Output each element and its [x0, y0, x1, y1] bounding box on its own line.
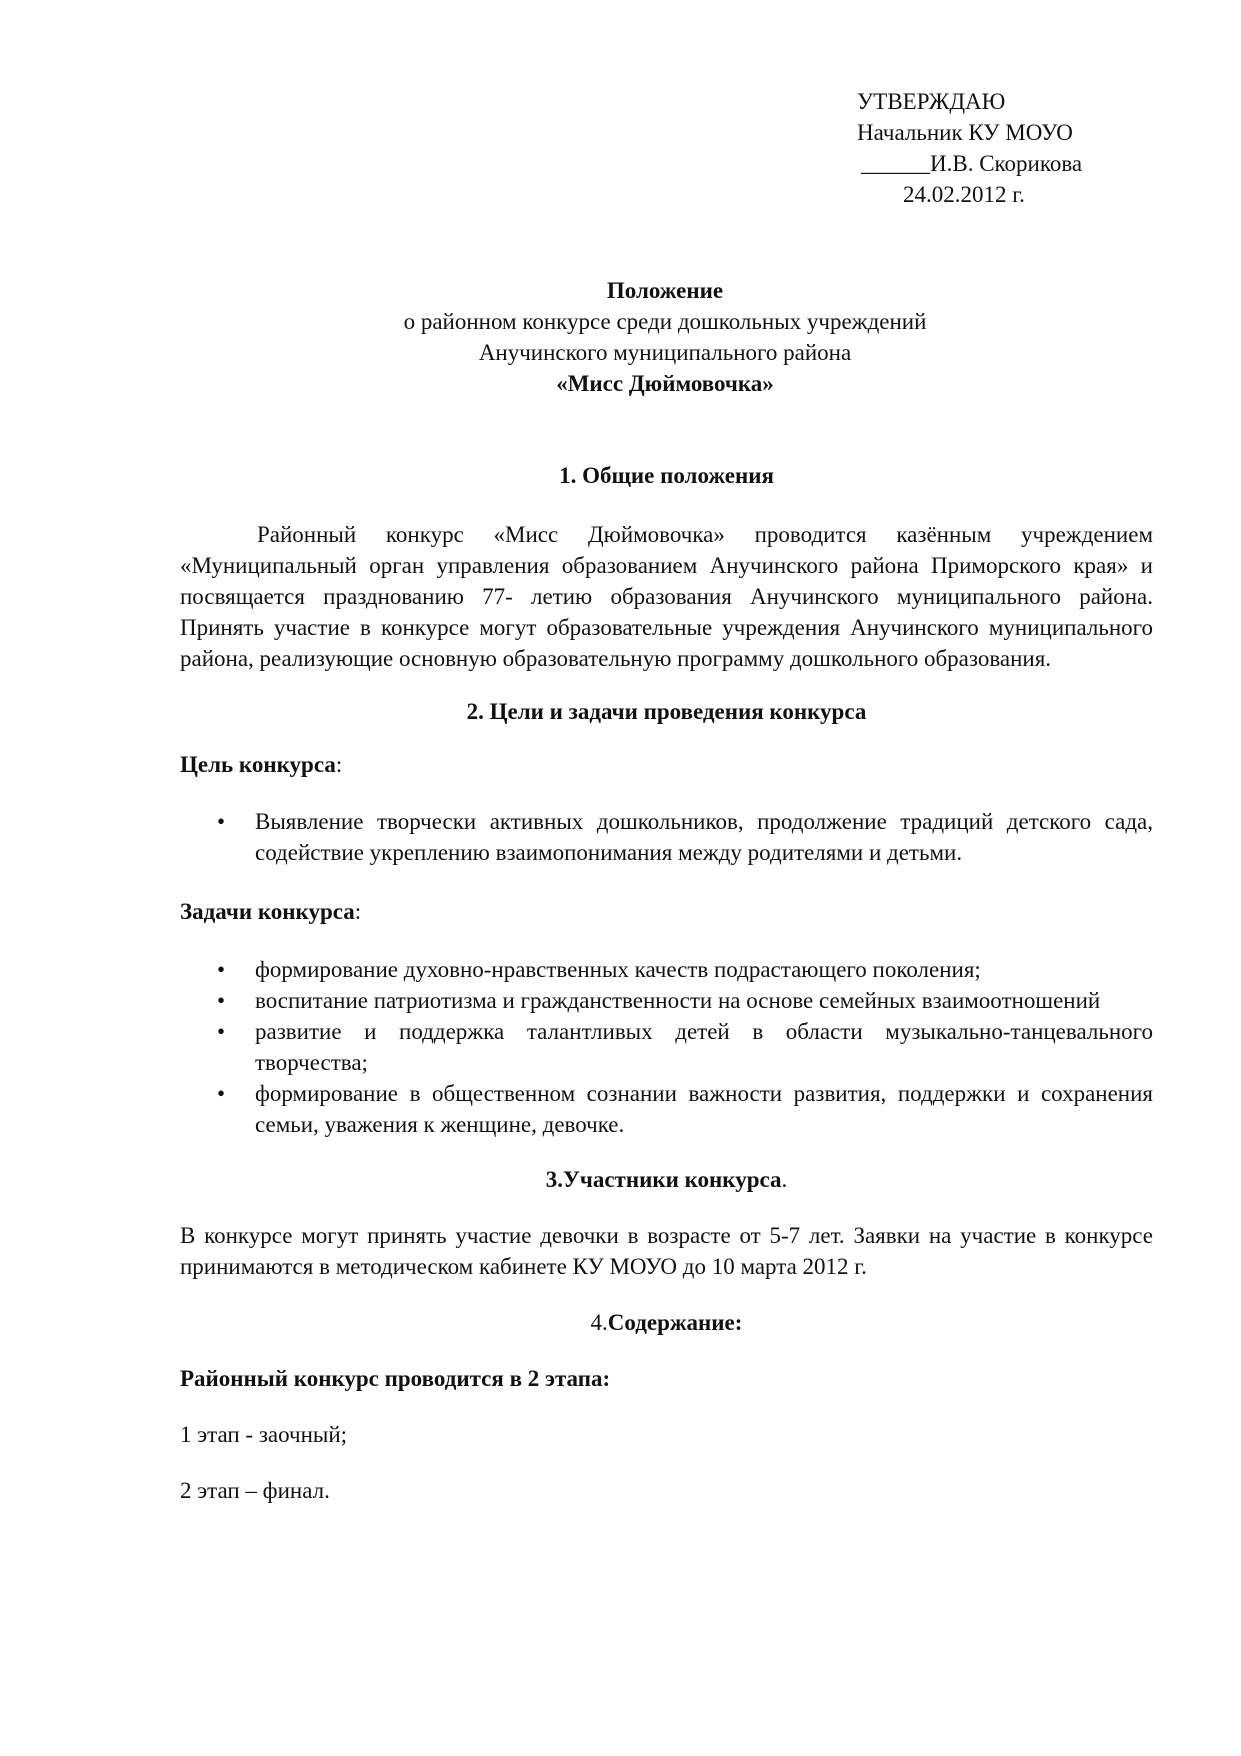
list-item: • развитие и поддержка талантливых детей в области музыкально-танцевального творчества;: [180, 1016, 1153, 1078]
contest-name: «Мисс Дюймовочка»: [556, 371, 774, 396]
approver-position: Начальник КУ МОУО: [857, 120, 1073, 145]
section-1-heading: 1. Общие положения: [559, 463, 774, 488]
approval-block: [857, 86, 1187, 210]
goal-label: Цель конкурса:: [180, 752, 343, 777]
tasks-label: Задачи конкурса:: [180, 899, 362, 924]
stage-2: 2 этап – финал.: [180, 1478, 330, 1503]
section-1-text: Районный конкурс «Мисс Дюймовочка» проводится казённым учреждением «Муниципальный орган управления образованием Анучинского района Приморского края» и посвящается празднованию 77- летию образования Анучинского муниципального района. Принять участие в конкурсе могут образовательные учреждения Анучинского муниципального района, реализующие основную образовательную программу дошкольного образования.: [180, 522, 1153, 671]
approver-signature-line: ______И.В. Скорикова: [861, 151, 1083, 176]
bullet-icon: •: [217, 957, 226, 982]
document-body: [180, 460, 1153, 1506]
title-line-2: Анучинского муниципального района: [478, 340, 852, 365]
stages-heading: Районный конкурс проводится в 2 этапа:: [180, 1366, 611, 1391]
document-title-block: [180, 275, 1150, 399]
section-3-text: В конкурсе могут принять участие девочки в возрасте от 5-7 лет. Заявки на участие в конкурсе принимаются в методическом кабинете КУ МОУО до 10 марта 2012 г.: [180, 1223, 1153, 1279]
goal-list: [180, 806, 1153, 868]
section-2-heading: 2. Цели и задачи проведения конкурса: [466, 699, 867, 724]
list-item: • формирование в общественном сознании важности развития, поддержки и сохранения семьи, уважения к женщине, девочке.: [180, 1078, 1153, 1140]
title-line-1: о районном конкурсе среди дошкольных учреждений: [403, 309, 927, 334]
bullet-icon: •: [217, 809, 226, 834]
section-4-heading: 4.Содержание:: [590, 1310, 743, 1335]
list-item: • формирование духовно-нравственных качеств подрастающего поколения;: [180, 954, 1153, 985]
section-3-heading: 3.Участники конкурса.: [545, 1167, 788, 1192]
bullet-icon: •: [217, 988, 226, 1013]
list-item: • воспитание патриотизма и гражданственности на основе семейных взаимоотношений: [180, 985, 1153, 1016]
approval-word: УТВЕРЖДАЮ: [857, 89, 1006, 114]
tasks-list: [180, 954, 1153, 1140]
document-title: Положение: [606, 278, 724, 303]
list-item: • Выявление творчески активных дошкольников, продолжение традиций детского сада, содействие укреплению взаимопонимания между родителями и детьми.: [180, 806, 1153, 868]
bullet-icon: •: [217, 1019, 226, 1044]
bullet-icon: •: [217, 1081, 226, 1106]
stage-1: 1 этап - заочный;: [180, 1422, 348, 1447]
approval-date: 24.02.2012 г.: [903, 182, 1025, 207]
